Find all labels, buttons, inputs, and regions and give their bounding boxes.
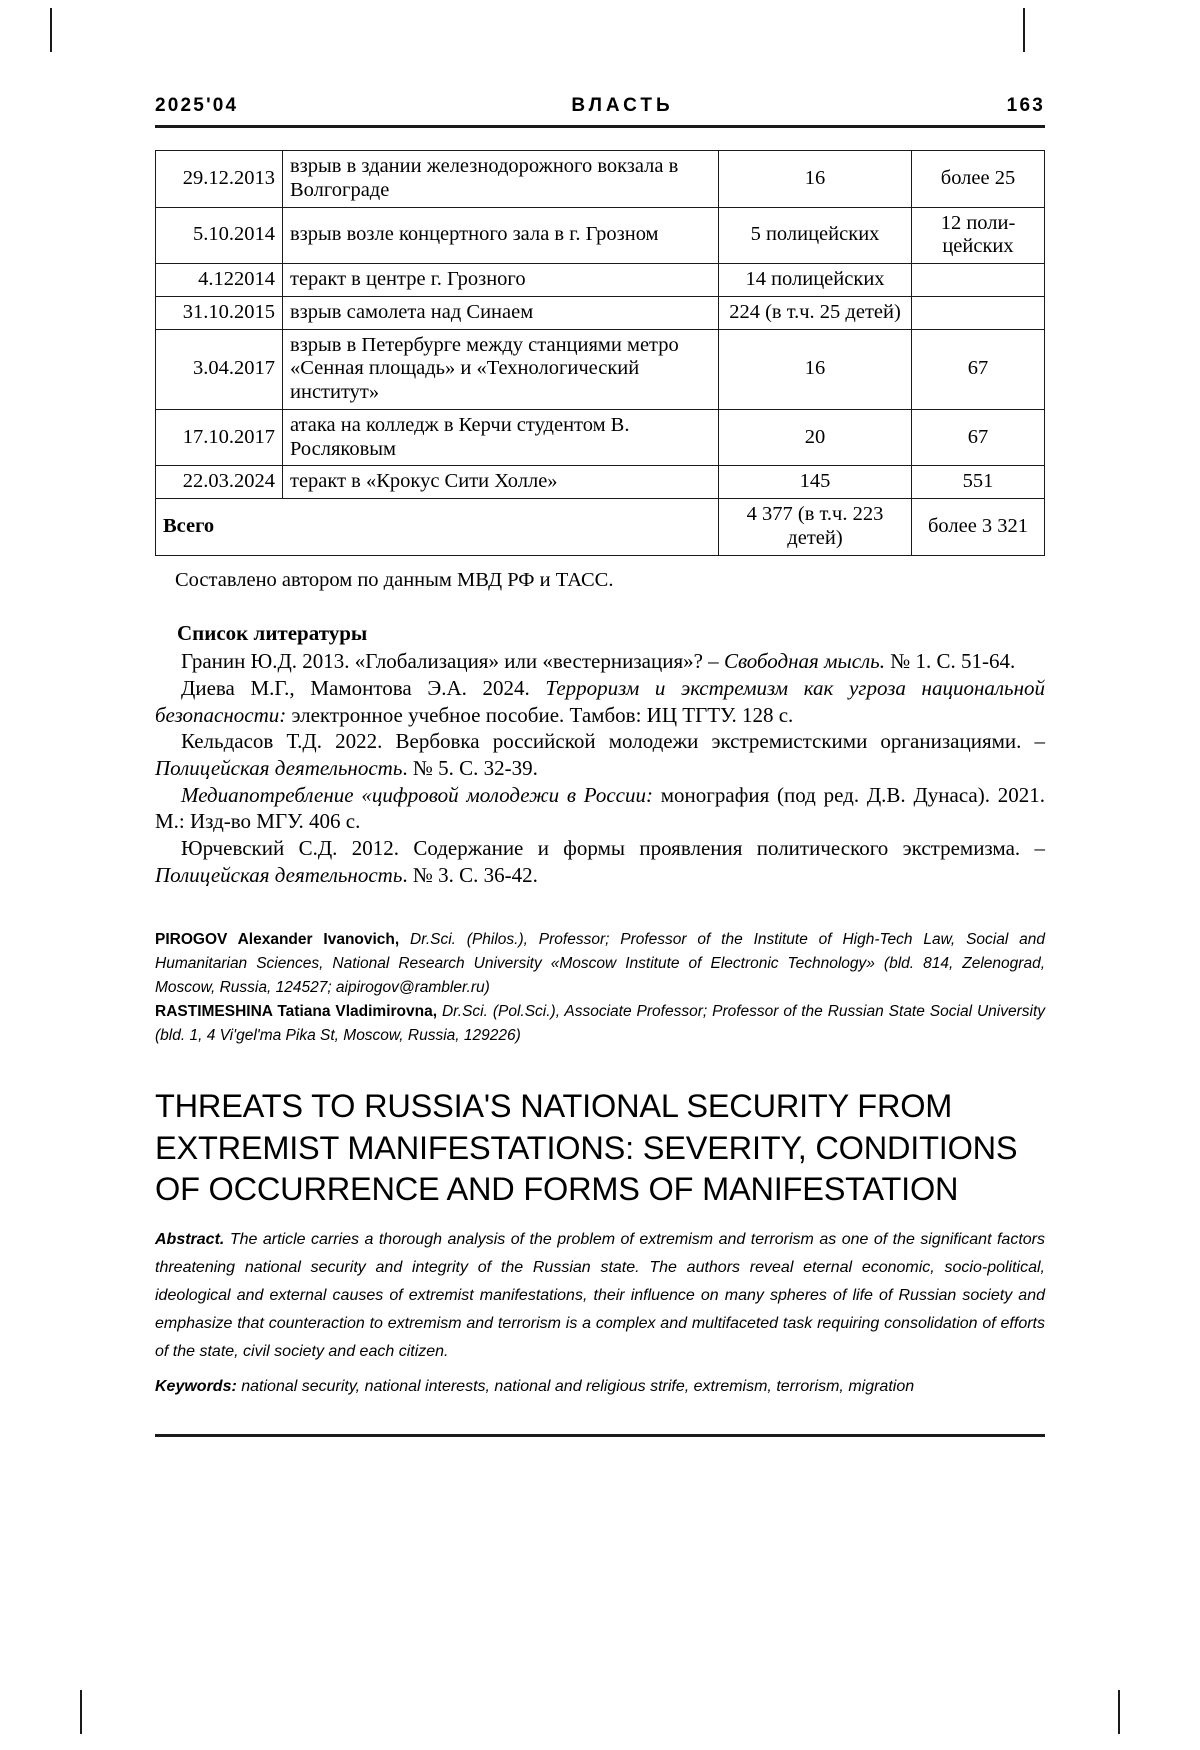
reference-text-part: № 1. С. 51-64. [884,649,1016,674]
table-row [156,466,1045,499]
keywords-text: national security, national interests, national and religious strife, extremism, terrorism, migration [236,1378,915,1396]
cell-date: 29.12.2013 [156,151,283,208]
author-entry [155,1000,1045,1048]
table-row [156,264,1045,297]
reference-item [155,782,1045,835]
cell-killed: 145 [719,466,912,499]
cell-description: теракт в центре г. Грозного [283,264,719,297]
author-entry [155,928,1045,1000]
cell-total-injured: более 3 321 [912,499,1045,556]
reference-text-part: Диева М.Г., Мамонтова Э.А. 2024. [181,676,546,701]
cell-date: 3.04.2017 [156,329,283,409]
cell-killed: 20 [719,409,912,466]
reference-source: Полицейская деятельность [155,756,403,780]
reference-source: Свободная мысль. [723,649,885,674]
cell-injured [912,296,1045,329]
author-details: Dr.Sci. (Philos.), Professor; Professor of the Institute of High-Tech Law, Social and Humanitarian Sciences, National Research University «Moscow Institute of Electronic Technology» (bld. 814, Zelenograd, Moscow, Russia, 124527; aipirogov@rambler.ru) [155,931,1045,997]
reference-item [155,675,1045,728]
table-body [156,151,1045,556]
author-name: PIROGOV Alexander Ivanovich, [155,931,400,949]
terror-events-table [155,150,1045,556]
running-head-page-number: 163 [1006,95,1045,116]
reference-item [155,835,1045,888]
table-row [156,151,1045,208]
table-row-total [156,499,1045,556]
cell-date: 17.10.2017 [156,409,283,466]
reference-item [155,648,1045,675]
crop-mark-top-left [50,8,52,52]
cell-description: атака на колледж в Керчи студентом В. Росляковым [283,409,719,466]
cell-killed: 224 (в т.ч. 25 детей) [719,296,912,329]
cell-description: взрыв самолета над Синаем [283,296,719,329]
page-content [155,95,1045,1437]
reference-source: Полицейская деятельность [155,862,403,887]
cell-injured: 67 [912,329,1045,409]
table-row [156,409,1045,466]
running-head-issue: 2025'04 [155,95,239,116]
reference-source: Терроризм и экстремизм как угроза национальной безопасности: [155,676,1046,727]
table-row [156,207,1045,264]
cell-date: 4.122014 [156,264,283,297]
reference-text-part: Гранин Ю.Д. 2013. «Глобализация» или «вестернизация»? – [181,649,724,674]
cell-date: 22.03.2024 [156,466,283,499]
cell-killed: 5 полицейских [719,207,912,264]
crop-mark-bottom-right [1118,1690,1120,1734]
abstract-text: The article carries a thorough analysis of the problem of extremism and terrorism as one of the significant factors threatening national security and integrity of the Russian state. The authors reveal eternal economic, socio-political, ideological and external causes of extremist manifestations, their influence on many spheres of life of Russian society and emphasize that counteraction to extremism and terrorism is a complex and multifaceted task requiring consolidation of efforts of the state, civil society and each citizen. [155,1231,1045,1361]
running-head [155,95,1045,128]
cell-description: взрыв в здании железнодорожного вокзала в Волгограде [283,151,719,208]
reference-text-part: Юрчевский С.Д. 2012. Содержание и формы проявления политического экстремизма. – [181,835,1045,860]
cell-injured: 67 [912,409,1045,466]
cell-description: взрыв в Петербурге между станциями метро «Сенная площадь» и «Технологический институт» [283,329,719,409]
cell-total-label: Всего [156,499,719,556]
keywords-block [155,1373,1045,1400]
bottom-divider [155,1434,1045,1437]
author-affiliations [155,928,1045,1048]
abstract-block [155,1226,1045,1366]
table-row [156,329,1045,409]
cell-date: 31.10.2015 [156,296,283,329]
author-details: Dr.Sci. (Pol.Sci.), Associate Professor; Professor of the Russian State Social University (bld. 1, 4 Vi'gel'ma Pika St, Moscow, Russia, 129226) [155,1003,1045,1045]
cell-injured: более 25 [912,151,1045,208]
running-head-journal: ВЛАСТЬ [571,95,674,116]
references-heading: Список литературы [177,620,368,645]
cell-injured [912,264,1045,297]
reference-text-part: Кельдасов Т.Д. 2022. Вербовка российской молодежи экстремистскими организациями. – [181,729,1045,754]
keywords-label: Keywords: [155,1378,237,1396]
table-row [156,296,1045,329]
cell-date: 5.10.2014 [156,207,283,264]
cell-injured: 551 [912,466,1045,499]
abstract-label: Abstract. [155,1231,225,1249]
reference-source: Медиапотребление «цифровой молодежи в России: [181,782,653,807]
cell-killed: 16 [719,329,912,409]
crop-mark-bottom-left [80,1690,82,1734]
reference-text-part: . № 3. С. 36-42. [402,862,538,887]
reference-item [155,728,1045,781]
references-section [155,620,1045,889]
article-title-english: THREATS TO RUSSIA'S NATIONAL SECURITY FROM EXTREMIST MANIFESTATIONS: SEVERITY, CONDITIONS OF OCCURRENCE AND FORMS OF MANIFESTATION [155,1088,1018,1207]
author-name: RASTIMESHINA Tatiana Vladimirovna, [155,1003,438,1021]
cell-injured: 12 поли-цейских [912,207,1045,264]
table-source-note: Составлено автором по данным МВД РФ и ТАСС. [175,568,614,591]
crop-mark-top-right [1023,8,1025,52]
reference-text-part: электронное учебное пособие. Тамбов: ИЦ ТГТУ. 128 с. [286,702,794,727]
cell-killed: 14 полицейских [719,264,912,297]
reference-text-part: . № 5. С. 32-39. [402,756,538,780]
cell-description: взрыв возле концертного зала в г. Грозном [283,207,719,264]
cell-description: теракт в «Крокус Сити Холле» [283,466,719,499]
cell-killed: 16 [719,151,912,208]
cell-total-killed: 4 377 (в т.ч. 223 детей) [719,499,912,556]
reference-text-part: монография (под ред. Д.В. Дунаса). 2021. М.: Изд-во МГУ. 406 с. [155,782,1045,834]
